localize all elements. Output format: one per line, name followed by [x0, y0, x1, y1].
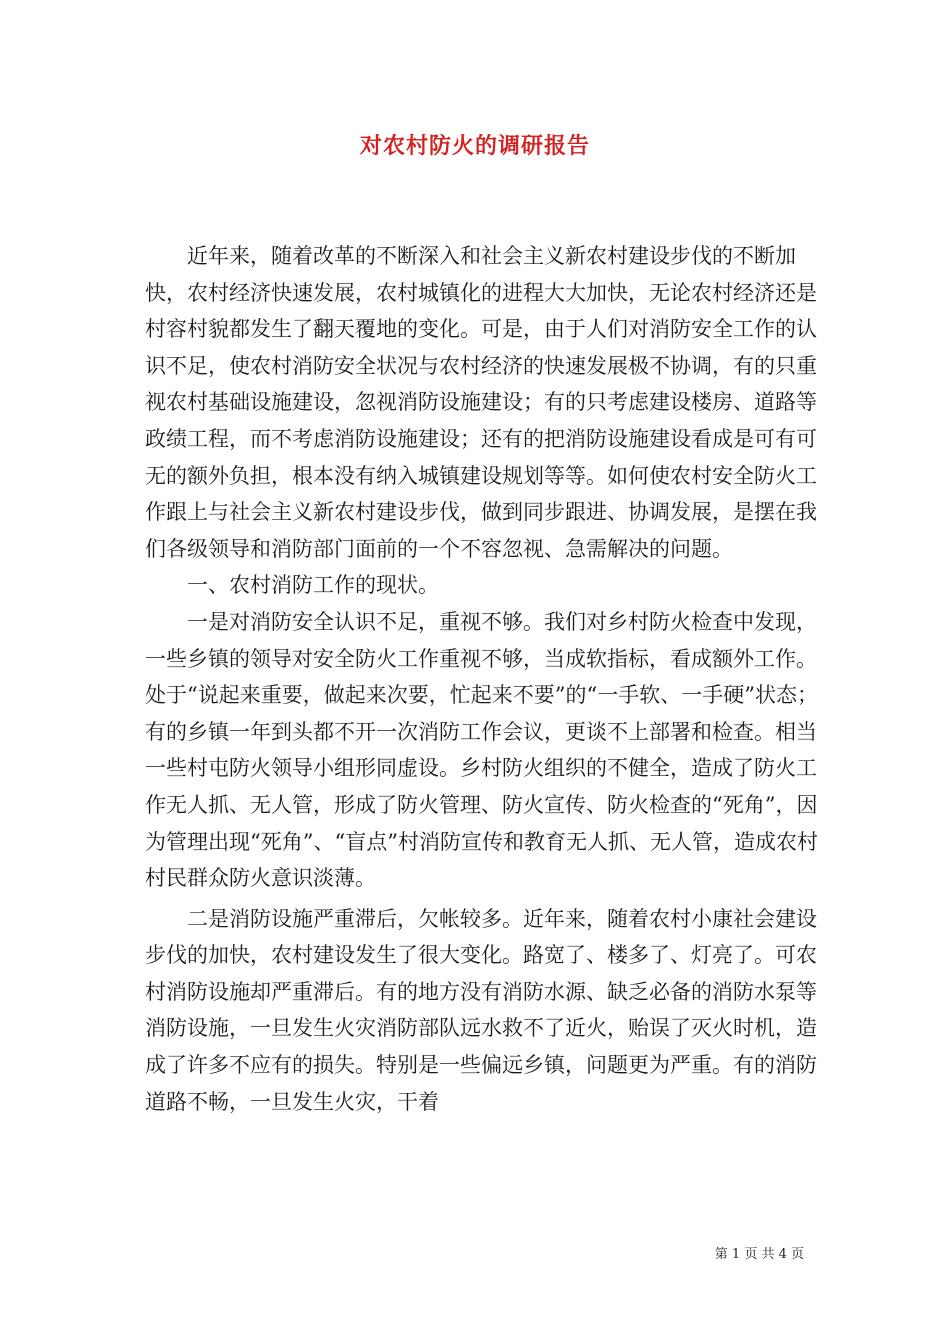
document-title: 对农村防火的调研报告	[359, 133, 590, 159]
paragraph-intro: 近年来，随着改革的不断深入和社会主义新农村建设步伐的不断加快，农村经济快速发展，农村城镇化的进程大大加快，无论农村经济还是村容村貌都发生了翻天覆地的变化。可是，由于人们对消防安全工作的认识不足，使农村消防安全状况与农村经济的快速发展极不协调，有的只重视农村基础设施建设，忽视消防设施建设；有的只考虑建设楼房、道路等政绩工程，而不考虑消防设施建设；还有的把消防设施建设看成是可有可无的额外负担，根本没有纳入城镇建设规划等等。如何使农村安全防火工作跟上与社会主义新农村建设步伐，做到同步跟进、协调发展，是摆在我们各级领导和消防部门面前的一个不容忽视、急需解决的问题。	[145, 244, 817, 561]
section-heading: 一、农村消防工作的现状。	[187, 573, 439, 598]
document-body	[145, 238, 825, 1120]
page-number: 第 1 页 共 4 页	[714, 1247, 804, 1262]
paragraph-point-two: 二是消防设施严重滞后，欠帐较多。近年来，随着农村小康社会建设步伐的加快，农村建设发生了很大变化。路宽了、楼多了、灯亮了。可农村消防设施却严重滞后。有的地方没有消防水源、缺乏必备的消防水泵等消防设施，一旦发生火灾消防部队远水救不了近火，贻误了灭火时机，造成了许多不应有的损失。特别是一些偏远乡镇，问题更为严重。有的消防道路不畅，一旦发生火灾，干着	[145, 906, 817, 1114]
paragraph-point-one: 一是对消防安全认识不足，重视不够。我们对乡村防火检查中发现，一些乡镇的领导对安全防火工作重视不够，当成软指标，看成额外工作。处于“说起来重要，做起来次要，忙起来不要”的“一手软、一手硬”状态；有的乡镇一年到头都不开一次消防工作会议，更谈不上部署和检查。相当一些村屯防火领导小组形同虚设。乡村防火组织的不健全，造成了防火工作无人抓、无人管，形成了防火管理、防火宣传、防火检查的“死角”，因为管理出现“死角”、“盲点”村消防宣传和教育无人抓、无人管，造成农村村民群众防火意识淡薄。	[145, 609, 818, 891]
